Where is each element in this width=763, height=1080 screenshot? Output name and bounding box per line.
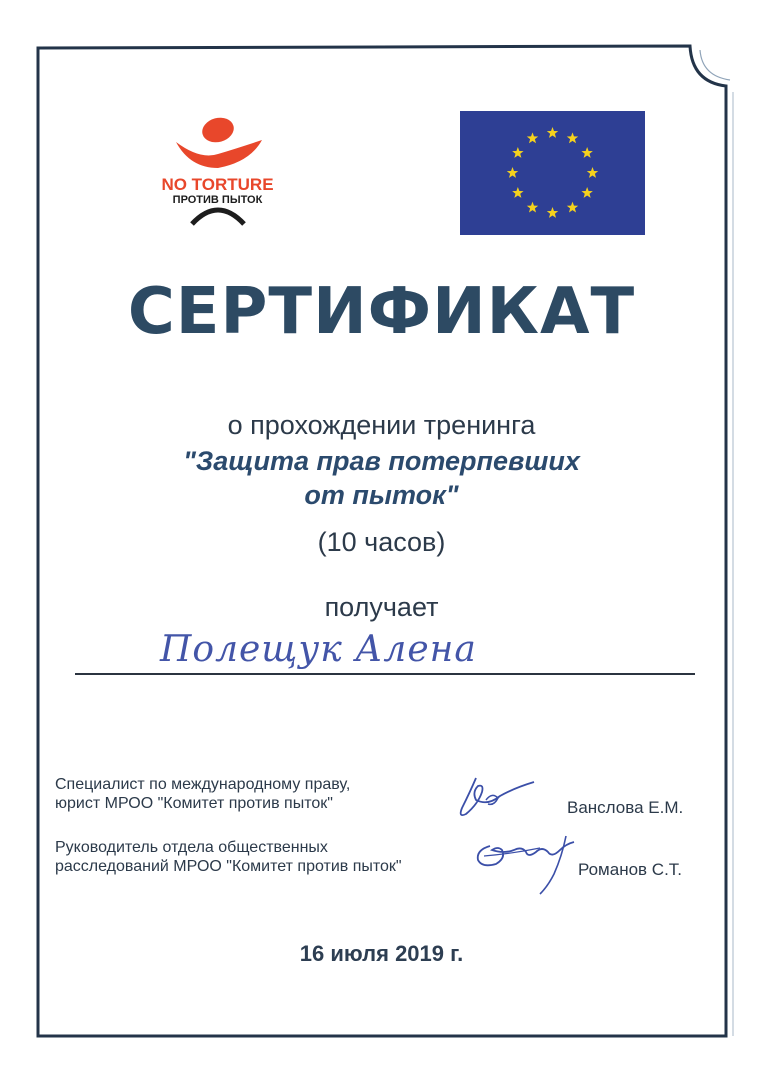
course-hours: (10 часов) <box>317 527 446 557</box>
recipient-name: Полещук Алена <box>160 629 477 670</box>
certificate-title: СЕРТИФИКАТ <box>127 275 636 349</box>
course-name-line-2: от пыток" <box>304 480 459 510</box>
training-subtitle: о прохождении тренинга <box>227 410 536 440</box>
no-torture-logo <box>150 112 285 227</box>
signatory-2-role <box>55 838 402 876</box>
signatory-1-role-line-1: Специалист по международному праву, <box>55 776 351 793</box>
signatory-1-role <box>55 775 350 813</box>
logo-text-en: NO TORTURE <box>161 175 274 194</box>
signatory-1-role-line-2: юрист МРОО "Комитет против пыток" <box>55 795 333 812</box>
certificate-date: 16 июля 2019 г. <box>299 941 464 966</box>
signatory-2-role-line-2: расследований МРОО "Комитет против пыток" <box>55 858 402 875</box>
signatory-2-role-line-1: Руководитель отдела общественных <box>55 839 328 856</box>
course-name <box>0 444 763 512</box>
logo-text-ru: ПРОТИВ ПЫТОК <box>172 194 263 206</box>
signature-2 <box>470 826 580 898</box>
course-name-line-1: "Защита прав потерпевших <box>183 446 580 476</box>
signatory-1-name: Ванслова Е.М. <box>567 798 684 817</box>
signatory-2-name: Романов С.Т. <box>578 860 683 879</box>
eu-flag <box>460 111 645 235</box>
signature-1 <box>448 770 538 825</box>
recipient-underline <box>75 673 695 675</box>
receives-label: получает <box>324 592 439 622</box>
